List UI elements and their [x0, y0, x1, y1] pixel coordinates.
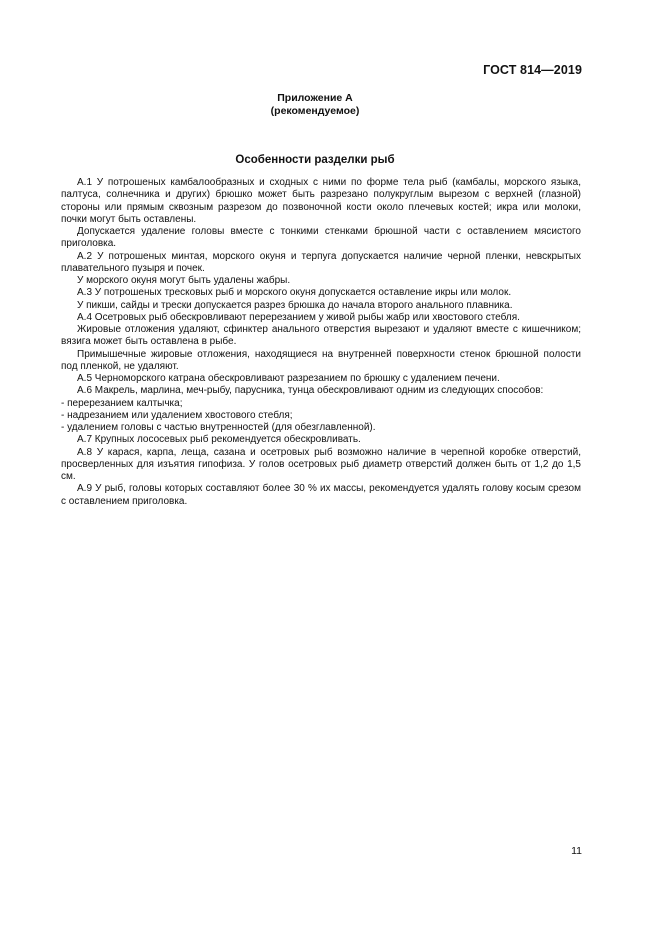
paragraph-a4-note-2: Примышечные жировые отложения, находящиеся на внутренней поверхности стенок брюшной полости под пленкой, не удаляют.: [61, 348, 581, 372]
methods-list: [61, 398, 581, 435]
paragraph-a1: А.1 У потрошеных камбалообразных и сходных с ними по форме тела рыб (камбалы, морского языка, палтуса, солнечника и других) брюшко может быть разрезано полукруглым вырезом с верхней (глазной) стороны или прямым сквозным разрезом до позвоночной кости около плечевых костей; икра или молоки, почки могут быть оставлены.: [61, 177, 581, 225]
list-item: - надрезанием или удалением хвостового стебля;: [61, 409, 293, 421]
paragraph-a6: А.6 Макрель, марлина, меч-рыбу, парусника, тунца обескровливают одним из следующих способов:: [77, 385, 544, 397]
section-title: Особенности разделки рыб: [235, 154, 395, 166]
standard-number: ГОСТ 814—2019: [483, 63, 582, 77]
paragraph-a9: А.9 У рыб, головы которых составляют более 30 % их массы, рекомендуется удалять голову косым срезом с оставлением приголовка.: [61, 483, 581, 507]
list-item: - удалением головы с частью внутренностей (для обезглавленной).: [61, 422, 376, 433]
appendix-heading: [0, 92, 630, 118]
paragraph-a5: А.5 Черноморского катрана обескровливают разрезанием по брюшку с удалением печени.: [77, 373, 500, 384]
appendix-title: Приложение А: [277, 92, 353, 104]
document-body: [61, 177, 581, 508]
list-item: - перерезанием калтычка;: [61, 397, 183, 409]
paragraph-a2: А.2 У потрошеных минтая, морского окуня и терпуга допускается наличие черной пленки, невскрытых плавательного пузыря и почек.: [61, 250, 581, 274]
paragraph-a1-note: Допускается удаление головы вместе с тонкими стенками брюшной части с оставлением мясистого приголовка.: [61, 226, 581, 250]
paragraph-a3: А.3 У потрошеных тресковых рыб и морского окуня допускается оставление икры или молок.: [77, 287, 512, 299]
paragraph-a4: А.4 Осетровых рыб обескровливают перерезанием у живой рыбы жабр или хвостового стебля.: [77, 311, 520, 323]
paragraph-a7: А.7 Крупных лососевых рыб рекомендуется обескровливать.: [77, 434, 361, 446]
appendix-subtitle: (рекомендуемое): [270, 105, 360, 117]
page-number: 11: [571, 845, 582, 857]
paragraph-a8: А.8 У карася, карпа, леща, сазана и осетровых рыб возможно наличие в черепной коробке отверстий, просверленных для изъятия гипофиза. У голов осетровых рыб диаметр отверстий должен быть от 1,2 до 1,5 см.: [61, 446, 581, 482]
paragraph-a2-note: У морского окуня могут быть удалены жабры.: [77, 275, 291, 286]
paragraph-a4-note-1: Жировые отложения удаляют, сфинктер анального отверстия вырезают и удаляют вместе с кишечником; вязига может быть оставлена в рыбе.: [61, 324, 581, 348]
paragraph-a3-note: У пикши, сайды и трески допускается разрез брюшка до начала второго анального плавника.: [77, 299, 513, 311]
